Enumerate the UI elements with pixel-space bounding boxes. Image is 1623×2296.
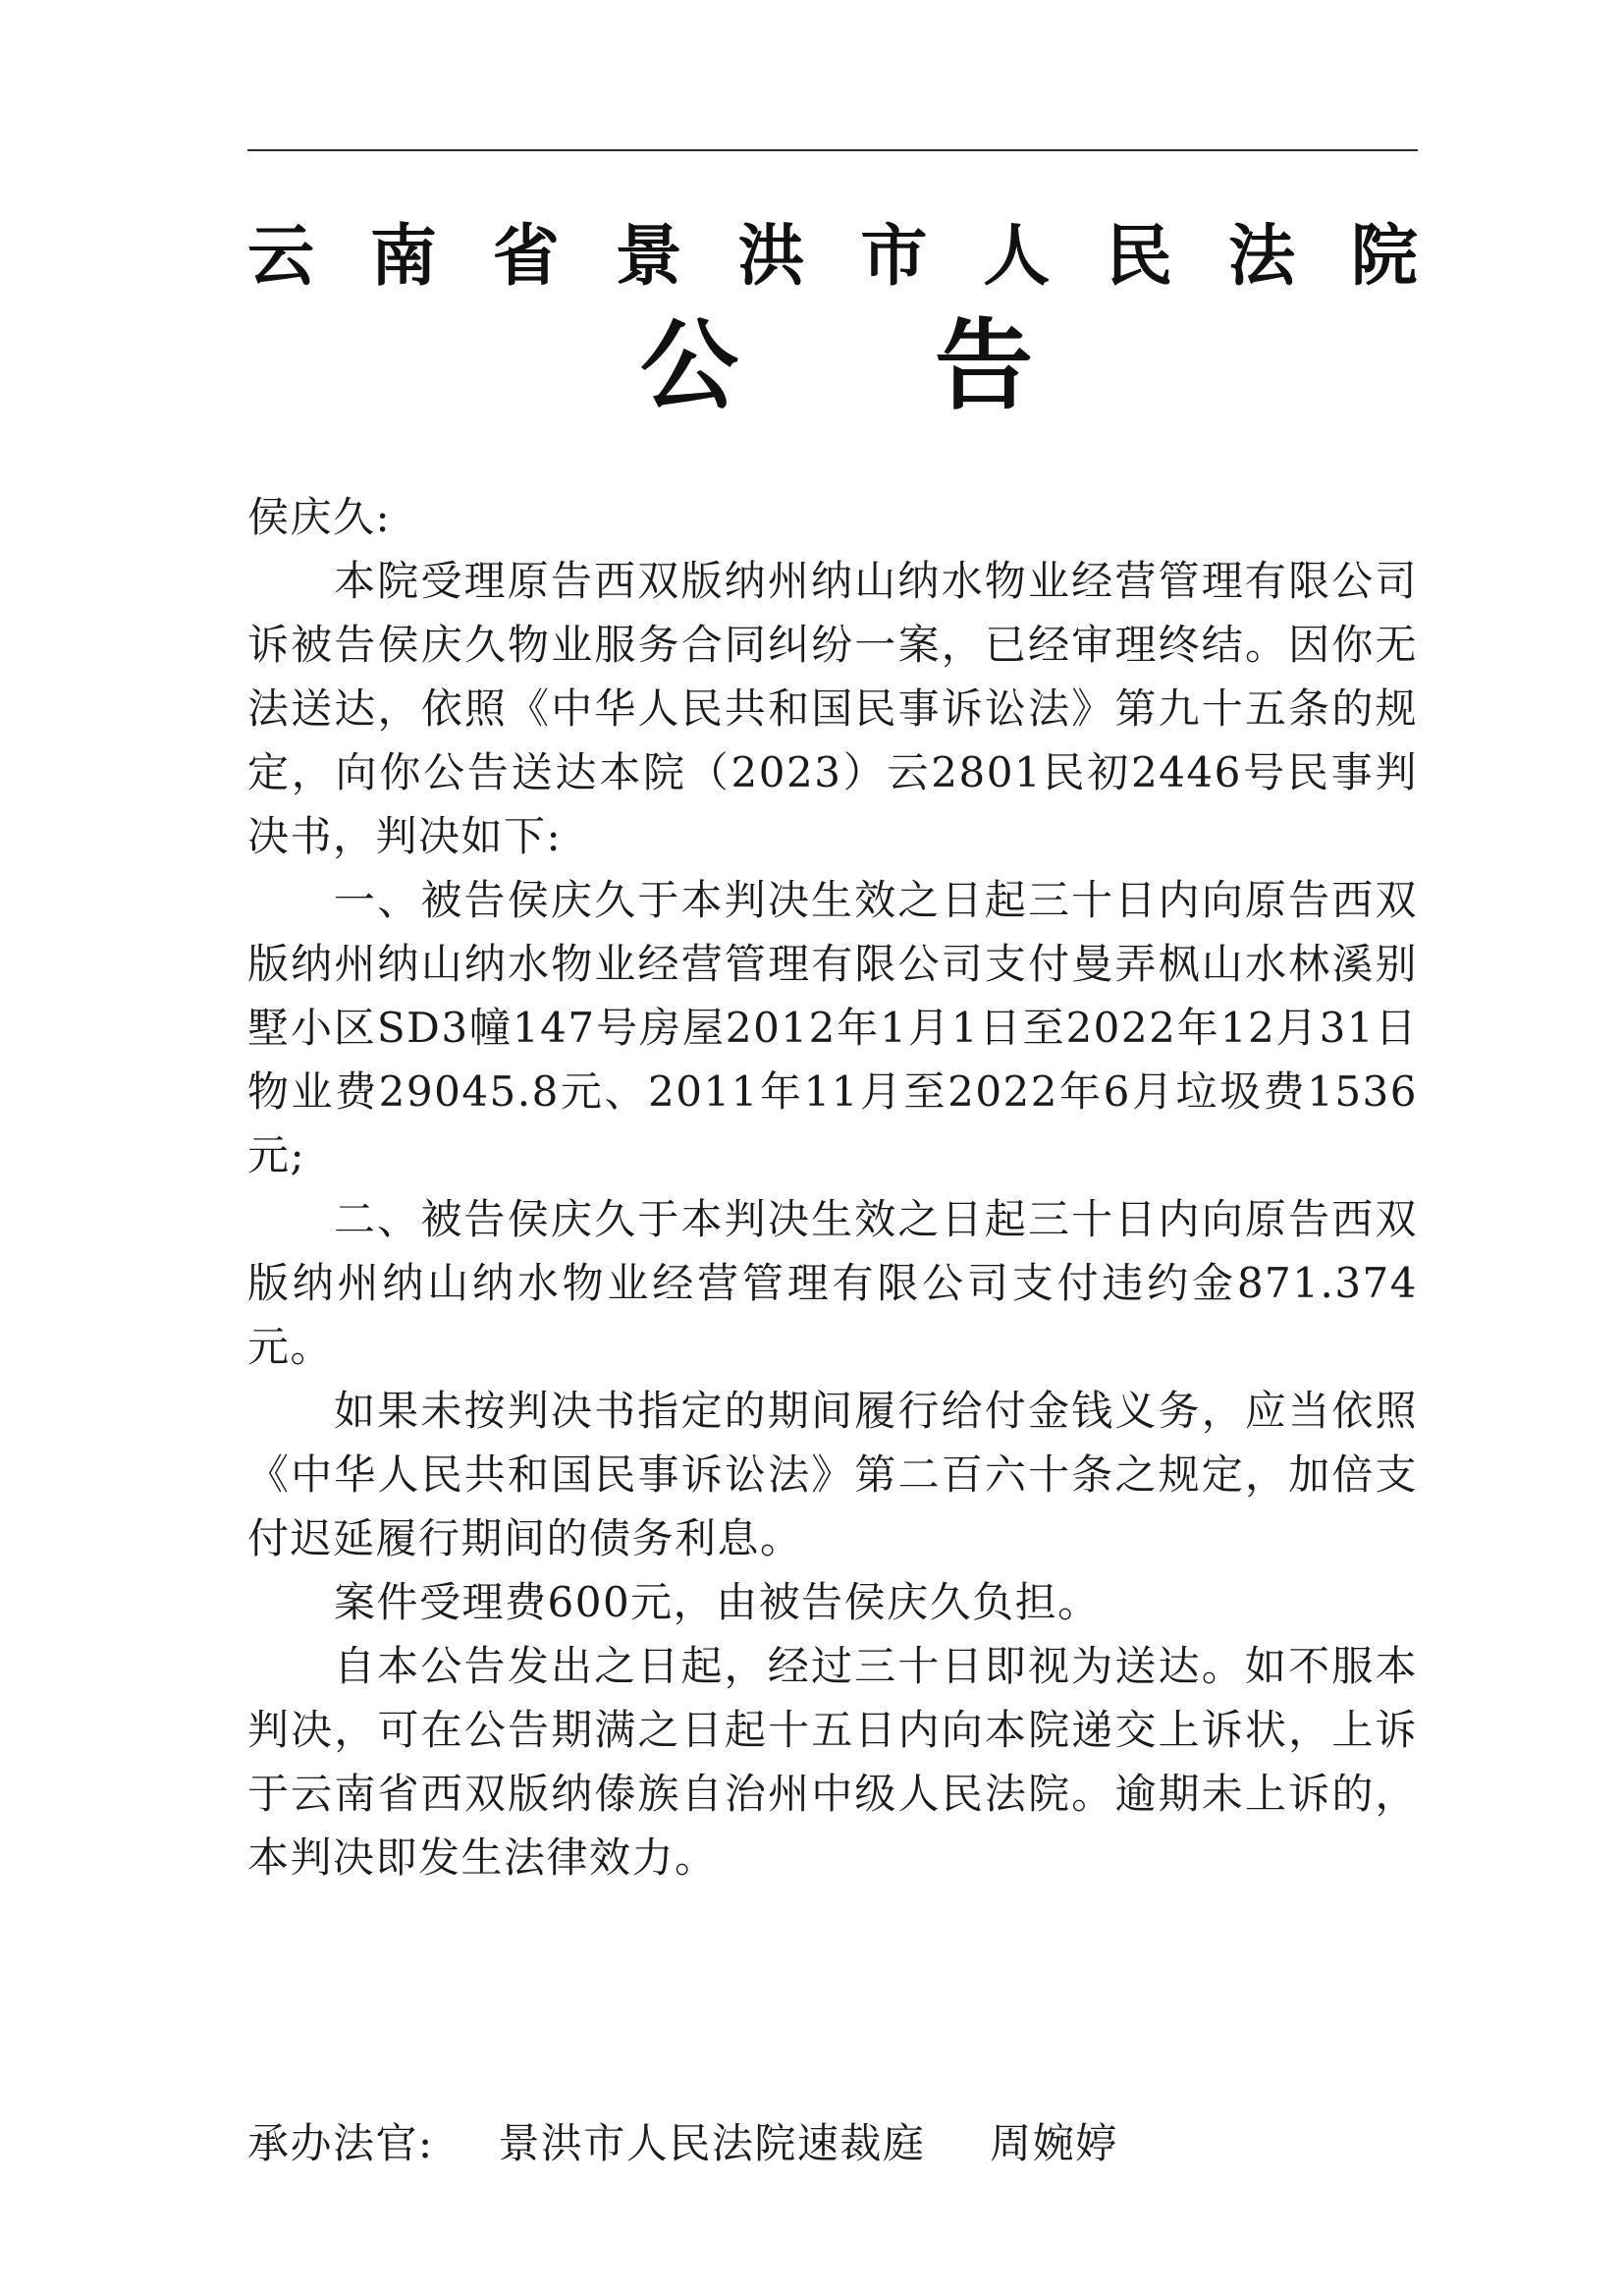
court-name-char: 云: [247, 218, 315, 296]
court-name-char: 南: [369, 218, 437, 296]
court-name-char: 省: [492, 218, 560, 296]
notice-title: [640, 308, 1033, 423]
court-name-char: 景: [615, 218, 682, 296]
court-name-char: 市: [860, 218, 928, 296]
judgment-item-2: 二、被告侯庆久于本判决生效之日起三十日内向原告西双版纳州纳山纳水物业经营管理有限公司支付违约金871.374元。: [247, 1195, 1418, 1371]
court-name-char: 法: [1228, 218, 1296, 296]
court-name-heading: [247, 218, 1418, 297]
court-name-char: 院: [1350, 218, 1418, 296]
header-rule: [247, 149, 1418, 151]
judgment-item-1: 一、被告侯庆久于本判决生效之日起三十日内向原告西双版纳州纳山纳水物业经营管理有限公司支付曼弄枫山水林溪别墅小区SD3幢147号房屋2012年1月1日至2022年12月31日物业费29045.8元、2011年11月至2022年6月垃圾费1536元;: [247, 876, 1418, 1179]
signature-line: [247, 2111, 1418, 2175]
notice-body: [247, 485, 1418, 1889]
court-name-char: 民: [1106, 218, 1173, 296]
signature-label: 承办法官:: [247, 2119, 434, 2167]
signature-judge-name: 周婉婷: [990, 2119, 1118, 2167]
penalty-paragraph: 如果未按判决书指定的期间履行给付金钱义务，应当依照《中华人民共和国民事诉讼法》第二百六十条之规定，加倍支付迟延履行期间的债务利息。: [247, 1387, 1418, 1562]
signature-court-division: 景洪市人民法院速裁庭: [498, 2119, 926, 2167]
notice-title-char: 公: [640, 308, 738, 423]
court-name-char: 人: [983, 218, 1051, 296]
notice-title-char: 告: [935, 308, 1033, 423]
salutation: 侯庆久:: [247, 493, 392, 541]
intro-paragraph: 本院受理原告西双版纳州纳山纳水物业经营管理有限公司诉被告侯庆久物业服务合同纠纷一案，已经审理终结。因你无法送达，依照《中华人民共和国民事诉讼法》第九十五条的规定，向你公告送达本院（2023）云2801民初2446号民事判决书，判决如下:: [247, 557, 1418, 860]
court-fee-paragraph: 案件受理费600元，由被告侯庆久负担。: [334, 1578, 1101, 1626]
appeal-paragraph: 自本公告发出之日起，经过三十日即视为送达。如不服本判决，可在公告期满之日起十五日内向本院递交上诉状，上诉于云南省西双版纳傣族自治州中级人民法院。逾期未上诉的，本判决即发生法律效力。: [247, 1642, 1418, 1882]
court-name-char: 洪: [737, 218, 805, 296]
